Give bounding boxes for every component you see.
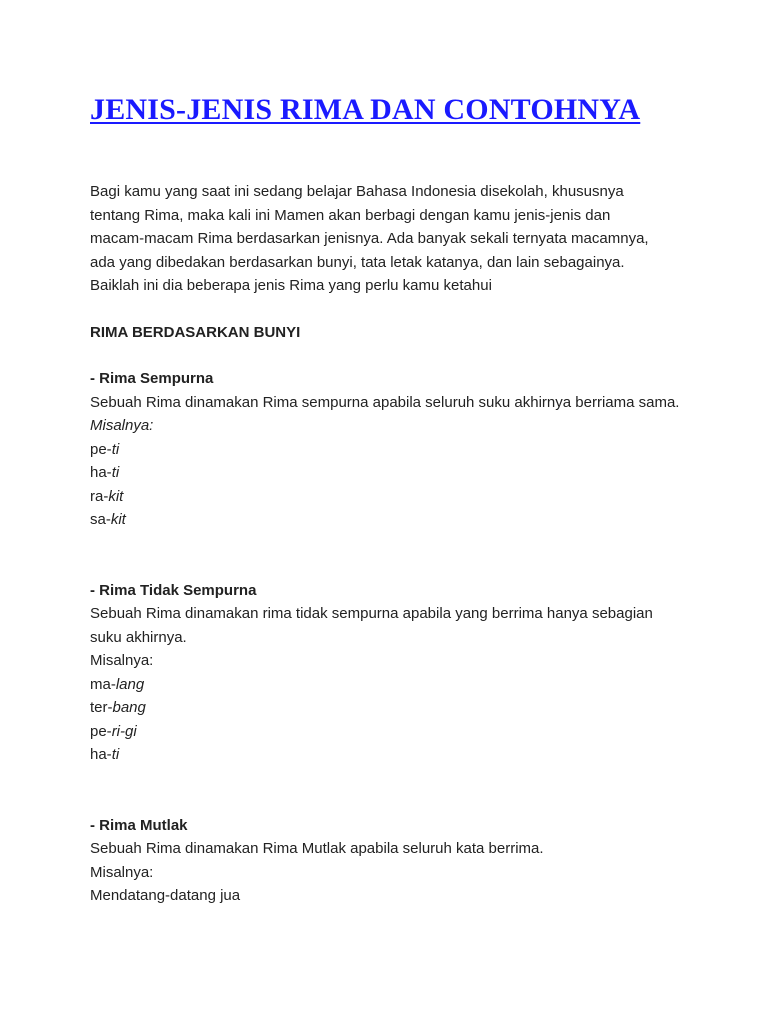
example-rhyme: bang (112, 699, 146, 716)
example-rhyme: ti (111, 440, 120, 458)
example-rhyme: lang (115, 675, 145, 693)
example-line (90, 884, 680, 908)
example-line (90, 508, 680, 532)
rima-tidak-sempurna-heading: - Rima Tidak Sempurna (90, 581, 257, 599)
example-rhyme: kit (110, 511, 126, 528)
rima-sempurna-section (90, 367, 680, 532)
example-line (90, 673, 680, 697)
example-line (90, 438, 680, 462)
example-rhyme: ti (111, 746, 120, 763)
document-title[interactable]: JENIS-JENIS RIMA DAN CONTOHNYA (90, 93, 641, 126)
example-prefix: ma- (90, 675, 116, 693)
example-prefix: ha- (90, 746, 112, 763)
example-rhyme: ti (111, 464, 120, 481)
rima-mutlak-section (90, 814, 680, 908)
example-prefix: ra- (90, 487, 109, 505)
example-prefix: pe- (90, 722, 112, 740)
example-line (90, 696, 680, 720)
example-prefix: pe- (90, 440, 112, 458)
rima-tidak-sempurna-section (90, 579, 680, 767)
example-rhyme: kit (108, 487, 124, 505)
rima-mutlak-heading: - Rima Mutlak (90, 816, 188, 834)
example-line (90, 720, 680, 744)
rima-sempurna-example-label: Misalnya: (90, 417, 154, 434)
example-prefix: ha- (90, 464, 112, 481)
rima-tidak-sempurna-example-label: Misalnya: (90, 652, 154, 669)
example-line (90, 743, 680, 767)
example-prefix: sa- (90, 511, 111, 528)
example-prefix: Mendatang-datang jua (90, 887, 241, 904)
rima-mutlak-description: Sebuah Rima dinamakan Rima Mutlak apabila seluruh kata berrima. (90, 840, 544, 857)
rima-tidak-sempurna-description: Sebuah Rima dinamakan rima tidak sempurna apabila yang berrima hanya sebagian suku akhirnya. (90, 605, 653, 646)
rima-sempurna-description: Sebuah Rima dinamakan Rima sempurna apabila seluruh suku akhirnya berriama sama. (90, 393, 680, 411)
rima-sempurna-heading: - Rima Sempurna (90, 370, 214, 387)
example-line (90, 485, 680, 509)
example-line (90, 461, 680, 485)
example-prefix: ter- (90, 699, 113, 716)
example-rhyme: ri-gi (111, 722, 137, 740)
section-heading: RIMA BERDASARKAN BUNYI (90, 323, 301, 341)
rima-mutlak-example-label: Misalnya: (90, 863, 154, 881)
intro-paragraph: Bagi kamu yang saat ini sedang belajar Bahasa Indonesia disekolah, khususnya tentang Rima, maka kali ini Mamen akan berbagi dengan kamu jenis-jenis dan macam-macam Rima berdasarkan jenisnya. Ada banyak sekali ternyata macamnya, ada yang dibedakan berdasarkan bunyi, tata letak katanya, dan lain sebagainya. Baiklah ini dia beberapa jenis Rima yang perlu kamu ketahui (90, 183, 649, 294)
